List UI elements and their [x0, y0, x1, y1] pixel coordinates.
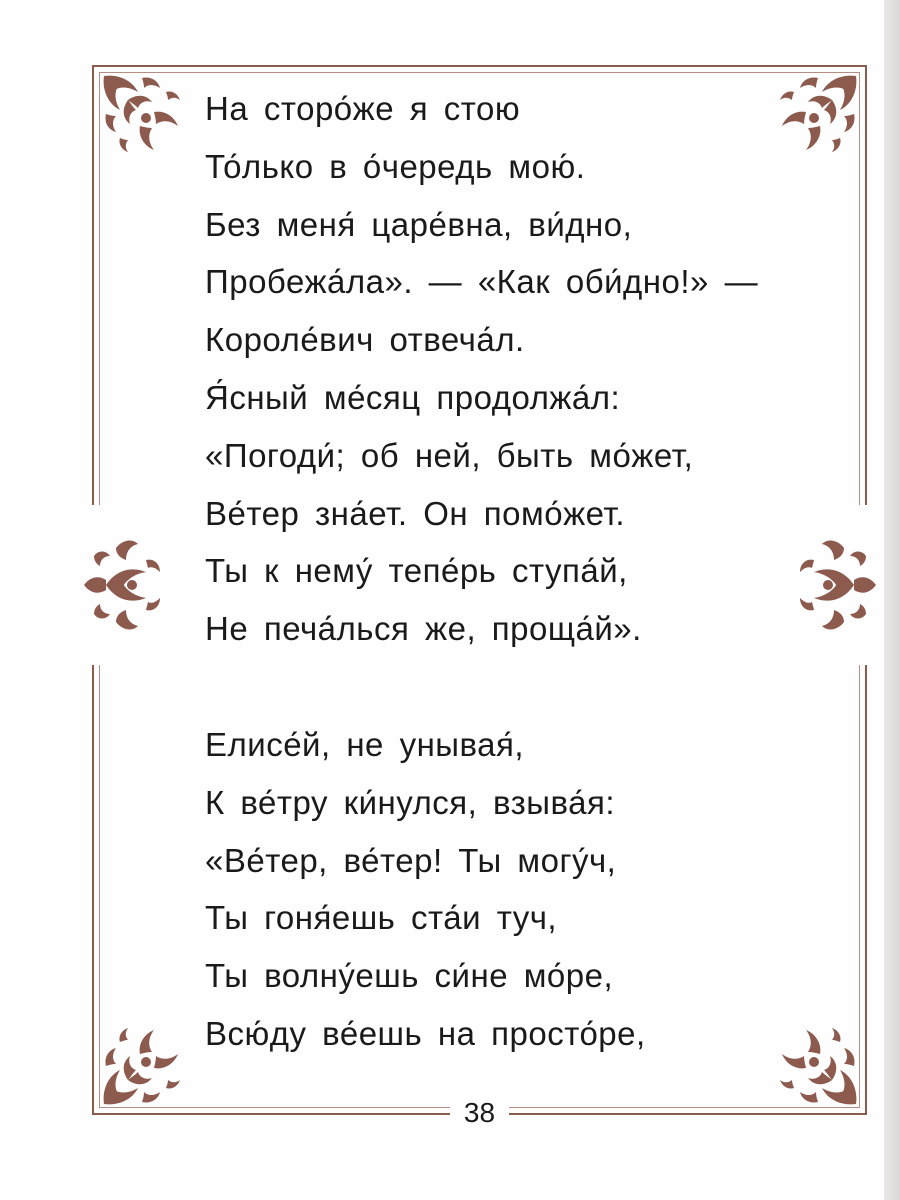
poem-line: Ты волну́ешь си́не мо́ре,	[205, 957, 614, 995]
poem-line: Ве́тер зна́ет. Он помо́жет.	[205, 494, 626, 532]
side-ornament-icon	[76, 530, 166, 640]
poem-line: Короле́вич отвеча́л.	[205, 321, 525, 359]
corner-ornament-icon	[98, 70, 188, 160]
poem-line: Без меня́ царе́вна, ви́дно,	[205, 205, 633, 243]
poem-line: Не печа́лься же, проща́й».	[205, 610, 642, 648]
poem-line: «Ве́тер, ве́тер! Ты могу́ч,	[205, 841, 617, 879]
poem-line: Ты к нему́ тепе́рь ступа́й,	[205, 552, 628, 590]
poem-line: На сторо́же я стою	[205, 90, 521, 127]
poem-line: Я́сный ме́сяц продолжа́л:	[205, 378, 621, 416]
poem-line: «Погоди́; об ней, быть мо́жет,	[205, 436, 694, 474]
poem-line: Пробежа́ла». — «Как оби́дно!» —	[205, 263, 759, 301]
poem-line: Всю́ду ве́ешь на просто́ре,	[205, 1014, 646, 1052]
side-ornament-icon	[794, 530, 884, 640]
poem-line: Ты гоня́ешь ста́и туч,	[205, 899, 558, 937]
poem-text	[205, 80, 805, 1063]
poem-line: Елисе́й, не унывая́,	[205, 725, 525, 763]
page-edge	[884, 0, 900, 1200]
poem-line: То́лько в о́чередь мою́.	[205, 147, 586, 185]
page-footer	[92, 1093, 867, 1133]
stanza-break	[205, 658, 805, 716]
page-number: 38	[450, 1093, 509, 1133]
poem-line: К ве́тру ки́нулся, взыва́я:	[205, 783, 616, 821]
